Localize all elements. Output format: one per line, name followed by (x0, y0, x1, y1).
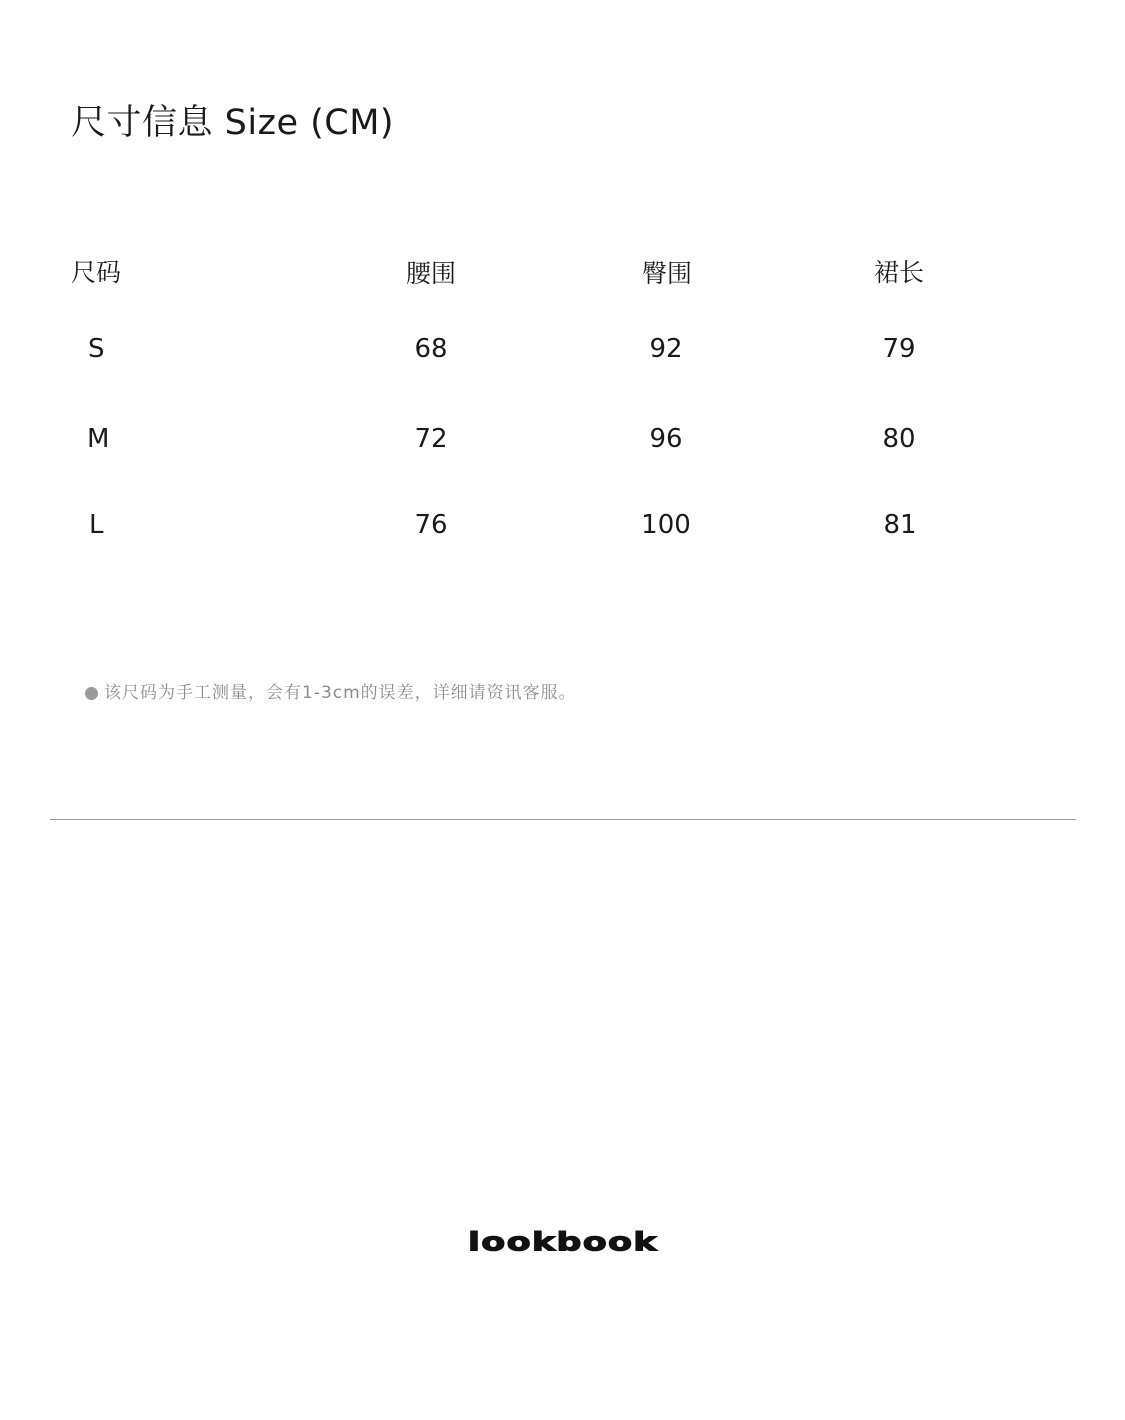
footnote-text: 该尺码为手工测量，会有1-3cm的误差，详细请资讯客服。 (104, 683, 577, 703)
size-table (0, 0, 1125, 600)
table-cell-hip: 96 (649, 424, 683, 454)
table-cell-size: S (88, 334, 105, 364)
table-cell-hip: 100 (641, 510, 691, 540)
brand-logo (0, 1224, 1125, 1260)
table-cell-waist: 68 (414, 334, 448, 364)
table-cell-waist: 76 (414, 510, 448, 540)
footnote (85, 680, 577, 706)
table-header-hip: 臀围 (641, 259, 693, 288)
table-header-length: 裙长 (873, 258, 925, 287)
divider (50, 819, 1076, 820)
table-cell-length: 80 (882, 424, 916, 454)
table-cell-hip: 92 (649, 334, 683, 364)
bullet-icon (85, 687, 98, 700)
page-title: 尺寸信息 Size (CM) (71, 103, 395, 143)
table-header-size: 尺码 (71, 258, 122, 287)
table-cell-waist: 72 (414, 424, 448, 454)
table-header-waist: 腰围 (405, 259, 457, 288)
table-cell-size: M (87, 424, 110, 454)
brand-logo-text: lookbook (467, 1226, 658, 1257)
table-cell-length: 79 (882, 334, 916, 364)
table-cell-size: L (89, 510, 104, 540)
table-cell-length: 81 (883, 510, 917, 540)
